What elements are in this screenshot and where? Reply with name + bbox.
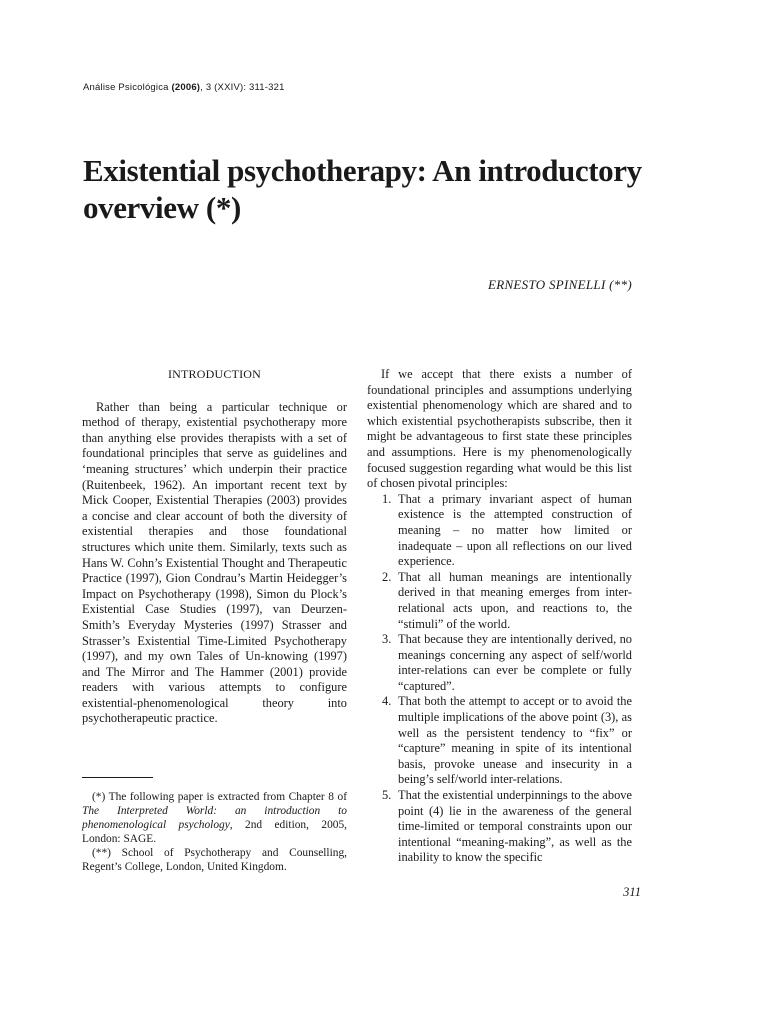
list-item-text: That all human meanings are intentionally derived in that meaning emerges from inter-relational acts upon, and reactions to, the “stimuli” of the world. (398, 569, 632, 631)
journal-issue: , 3 (XXIV) (200, 82, 244, 93)
footnote-2: (**) School of Psychotherapy and Counselling, Regent’s College, London, United Kingdom. (82, 847, 347, 873)
footnotes (82, 790, 347, 874)
list-item-text: That both the attempt to accept or to avoid the multiple implications of the above point (3), as well as the persistent tendency to “fix” or “capture” meaning in spite of its intentional basis, provoke unease and insecurity in a being’s self/world inter-relations. (398, 694, 632, 787)
list-item-text: That a primary invariant aspect of human existence is the attempted construction of meaning – no matter how limited or inadequate – upon all reflections on our lived experience. (398, 491, 632, 569)
journal-name: Análise Psicológica (83, 82, 169, 93)
list-item (367, 632, 632, 694)
page-number: 311 (623, 885, 641, 899)
left-column (82, 367, 347, 727)
right-column (367, 367, 632, 866)
principles-intro-paragraph: If we accept that there exists a number of foundational principles and assumptions underlying existential phenomenology which are shared and to which existential psychotherapists subscribe, then it might be advantageous to first state these principles and assumptions. Here is my phenomenologically focused suggestion regarding what would be this list of chosen pivotal principles: (367, 367, 632, 491)
list-item (367, 570, 632, 632)
footnote-1: (*) The following paper is extracted from Chapter 8 of The Interpreted World: an introduction to phenomenological psychology, 2nd edition, 2005, London: SAGE. (82, 791, 347, 845)
list-item-text: That because they are intentionally derived, no meanings concerning any aspect of self/world inter-relations can ever be complete or fully “captured”. (398, 632, 632, 693)
introduction-paragraph: Rather than being a particular technique or method of therapy, existential psychotherapy more than anything else provides therapists with a set of foundational principles that serve as guidelines and ‘meaning structures’ which underpin their practice (Ruitenbeek, 1962). An important recent text by Mick Cooper, Existential Therapies (2003) provides a concise and clear account of both the diversity of existential therapies and those foundational structures which unite them. Similarly, texts such as Hans W. Cohn’s Existential Thought and Therapeutic Practice (1997), Gion Condrau’s Martin Heidegger’s Impact on Psychotherapy (1998), Simon du Plock’s Existential Case Studies (1997), van Deurzen-Smith’s Everyday Mysteries (1997) Strasser and Strasser’s Existential Time-Limited Psychotherapy (1997), and my own Tales of Un-knowing (1997) and The Mirror and The Hammer (2001) provide readers with various attempts to configure existential-phenomenological theory into psychotherapeutic practice. (82, 399, 347, 726)
list-item (367, 492, 632, 570)
section-heading-introduction: INTRODUCTION (167, 367, 262, 381)
list-item-number: 5. (382, 788, 392, 803)
footnote-book-title: The Interpreted World: an introduction to phenomenological psychology (82, 805, 347, 831)
list-item-number: 2. (382, 569, 392, 584)
list-item-number: 1. (382, 491, 392, 506)
article-author: ERNESTO SPINELLI (**) (487, 277, 632, 292)
list-item (367, 694, 632, 788)
journal-year: (2006) (171, 82, 201, 93)
journal-pages: : 311-321 (243, 82, 285, 93)
footnote-divider (82, 777, 153, 778)
journal-citation (83, 82, 285, 93)
list-item-text: That the existential underpinnings to the above point (4) lie in the awareness of the general time-limited or temporal constraints upon our intentional “meaning-making”, as well as the inability to know the specific (398, 788, 632, 865)
article-title: Existential psychotherapy: An introductory overview (*) (83, 153, 642, 225)
list-item-number: 4. (382, 694, 392, 709)
list-item (367, 788, 632, 866)
list-item-number: 3. (382, 632, 392, 647)
principles-list (367, 492, 632, 866)
